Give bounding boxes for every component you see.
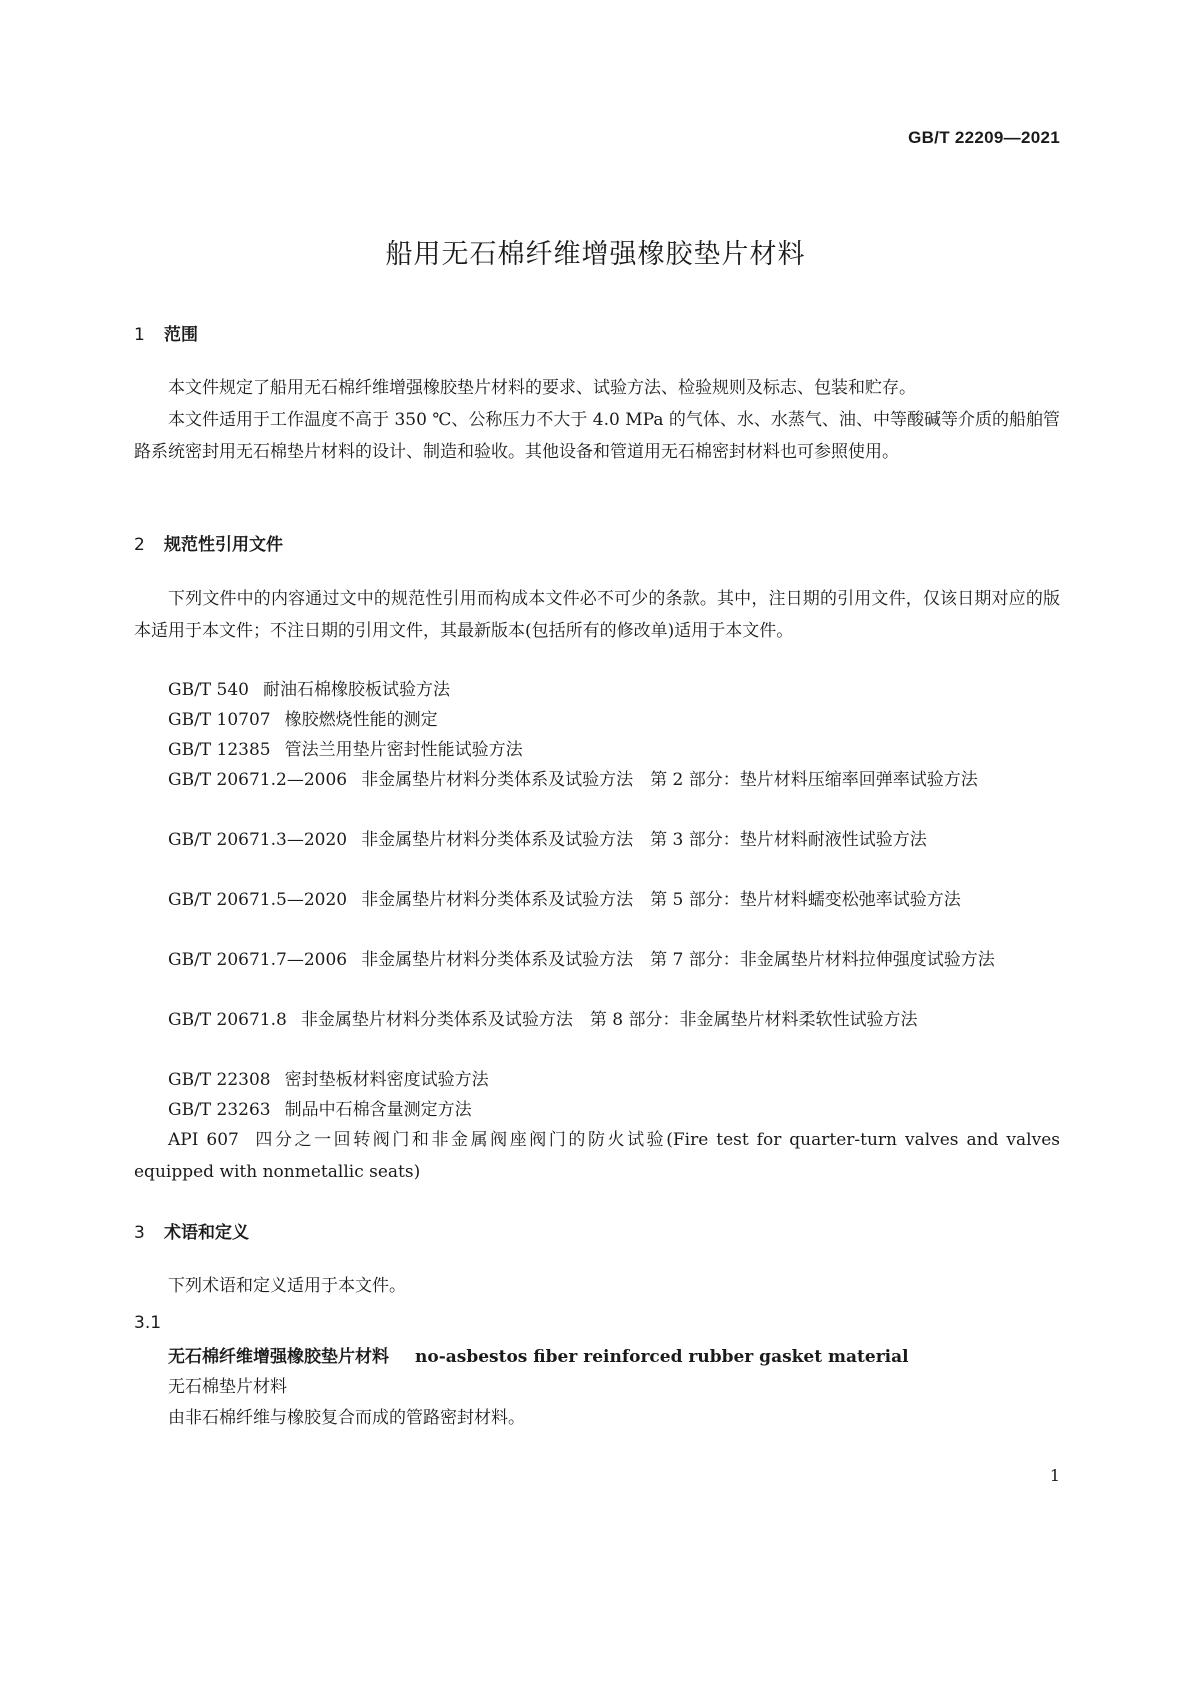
term-alias: 无石棉垫片材料 (168, 1377, 287, 1397)
reference-code: GB/T 20671.2—2006 (168, 770, 348, 790)
reference-title: 非金属垫片材料分类体系及试验方法 第 2 部分：垫片材料压缩率回弹率试验方法 (361, 770, 978, 790)
reference-item (134, 884, 1060, 916)
term-heading (168, 1341, 909, 1373)
section-heading-scope (134, 320, 198, 345)
reference-code: API 607 (168, 1130, 239, 1150)
reference-code: GB/T 20671.7—2006 (168, 950, 348, 970)
reference-title: 密封垫板材料密度试验方法 (284, 1070, 489, 1090)
reference-title: 非金属垫片材料分类体系及试验方法 第 5 部分：垫片材料蠕变松弛率试验方法 (361, 890, 961, 910)
reference-item (134, 944, 1060, 976)
reference-code: GB/T 22308 (168, 1070, 271, 1090)
page-number: 1 (1049, 1466, 1060, 1485)
reference-title: 非金属垫片材料分类体系及试验方法 第 3 部分：垫片材料耐液性试验方法 (361, 830, 927, 850)
term-definition: 由非石棉纤维与橡胶复合而成的管路密封材料。 (168, 1408, 525, 1428)
terms-intro: 下列术语和定义适用于本文件。 (168, 1276, 406, 1296)
reference-item (134, 1094, 1060, 1126)
section-number: 3 (134, 1223, 145, 1243)
scope-paragraph-1: 本文件规定了船用无石棉纤维增强橡胶垫片材料的要求、试验方法、检验规则及标志、包装和贮存。 (168, 378, 916, 398)
section-number: 2 (134, 535, 145, 555)
reference-title: 制品中石棉含量测定方法 (284, 1100, 472, 1120)
term-number: 3.1 (134, 1313, 162, 1333)
document-title: 船用无石棉纤维增强橡胶垫片材料 (385, 239, 806, 270)
reference-title: 管法兰用垫片密封性能试验方法 (284, 740, 523, 760)
reference-item (134, 704, 1060, 736)
reference-code: GB/T 20671.3—2020 (168, 830, 348, 850)
section-heading-normative-references (134, 530, 283, 555)
reference-code: GB/T 23263 (168, 1100, 271, 1120)
term-name-en: no-asbestos fiber reinforced rubber gasket material (415, 1347, 909, 1367)
reference-code: GB/T 12385 (168, 740, 271, 760)
reference-code: GB/T 20671.8 (168, 1010, 287, 1030)
reference-code: GB/T 20671.5—2020 (168, 890, 348, 910)
reference-item (134, 824, 1060, 856)
section-title: 术语和定义 (164, 1223, 249, 1243)
reference-item (134, 674, 1060, 706)
reference-title: 耐油石棉橡胶板试验方法 (263, 680, 450, 700)
reference-item (134, 1064, 1060, 1096)
reference-item (134, 1004, 1060, 1036)
references-intro: 下列文件中的内容通过文中的规范性引用而构成本文件必不可少的条款。其中，注日期的引用文件，仅该日期对应的版本适用于本文件；不注日期的引用文件，其最新版本(包括所有的修改单)适用于本文件。 (134, 589, 1060, 641)
reference-code: GB/T 10707 (168, 710, 271, 730)
section-title: 范围 (164, 325, 198, 345)
reference-title: 四分之一回转阀门和非金属阀座阀门的防火试验(Fire test for quarter-turn valves and valves equipped with nonmetallic seats) (134, 1130, 1060, 1182)
reference-title: 橡胶燃烧性能的测定 (284, 710, 438, 730)
reference-item (134, 764, 1060, 796)
section-title: 规范性引用文件 (164, 535, 283, 555)
standard-code: GB/T 22209—2021 (908, 128, 1060, 147)
section-heading-terms (134, 1218, 249, 1243)
scope-paragraph-2: 本文件适用于工作温度不高于 350 ℃、公称压力不大于 4.0 MPa 的气体、水、水蒸气、油、中等酸碱等介质的船舶管路系统密封用无石棉垫片材料的设计、制造和验收。其他设备和管道用无石棉密封材料也可参照使用。 (134, 410, 1060, 462)
term-name-cn: 无石棉纤维增强橡胶垫片材料 (168, 1347, 389, 1367)
reference-title: 非金属垫片材料分类体系及试验方法 第 7 部分：非金属垫片材料拉伸强度试验方法 (361, 950, 995, 970)
reference-item (134, 1124, 1060, 1188)
reference-item (134, 734, 1060, 766)
reference-code: GB/T 540 (168, 680, 249, 700)
reference-title: 非金属垫片材料分类体系及试验方法 第 8 部分：非金属垫片材料柔软性试验方法 (300, 1010, 918, 1030)
section-number: 1 (134, 325, 145, 345)
